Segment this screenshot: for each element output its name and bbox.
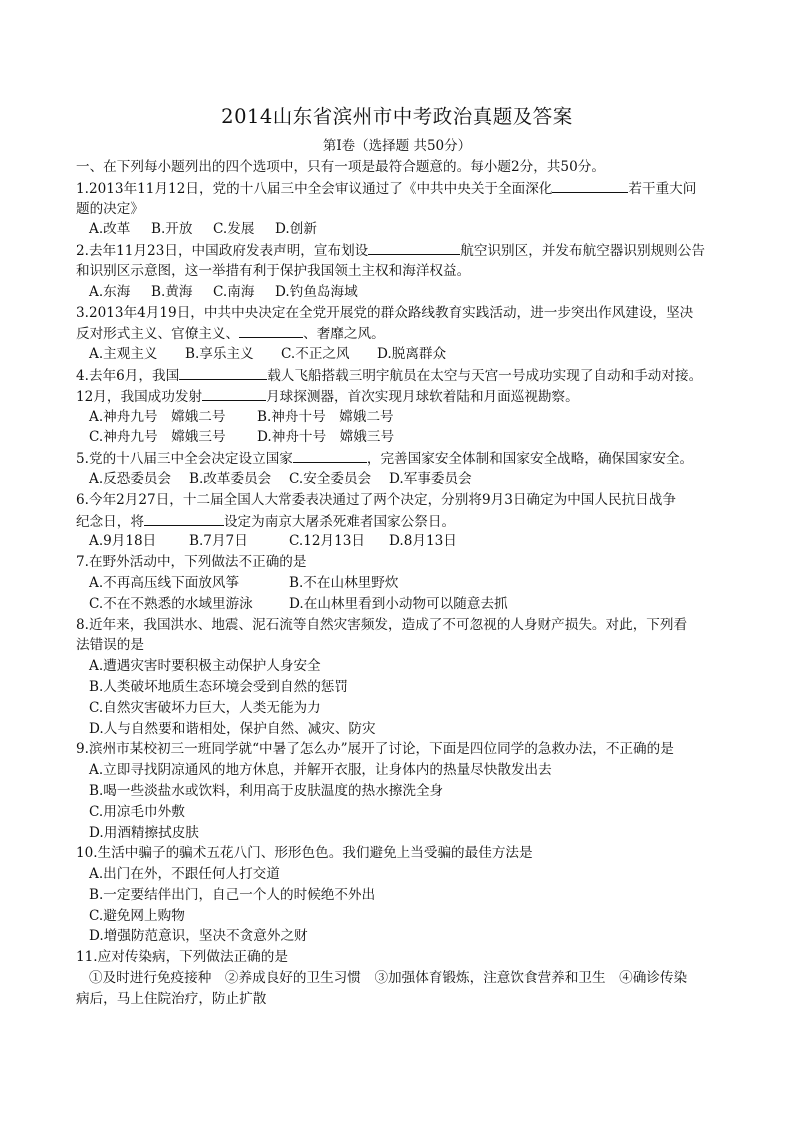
question-7-options-row1 [76, 573, 726, 594]
option-b: B.喝一些淡盐水或饮料，利用高于皮肤温度的热水擦洗全身 [89, 782, 444, 799]
answer-blank [202, 386, 266, 401]
question-5-stem [76, 448, 726, 469]
question-8-stem: 8.近年来，我国洪水、地震、泥石流等自然灾害频发，造成了不可忽视的人身财产损失。对此，下列看 [76, 616, 688, 633]
q2-text-b: 航空识别区，并发布航空器识别规则公告 [460, 243, 705, 260]
question-4-options-row2 [76, 427, 726, 448]
question-7-options-row2 [76, 594, 726, 615]
instruction: 一、在下列每小题列出的四个选项中，只有一项是最符合题意的。每小题2分，共50分。 [76, 159, 605, 175]
option-d: D.创新 [275, 221, 317, 238]
question-11-stem: 11.应对传染病，下列做法正确的是 [76, 949, 288, 966]
option-b: B.一定要结伴出门，自己一个人的时候绝不外出 [89, 886, 376, 903]
section-subtitle: 第Ⅰ卷（选择题 共50分） [322, 138, 472, 154]
option-b: B.不在山林里野炊 [289, 574, 399, 591]
option-a: A.立即寻找阴凉通风的地方休息，并解开衣服，让身体内的热量尽快散发出去 [89, 762, 552, 779]
option-d: D.人与自然要和谐相处，保护自然、减灾、防灾 [89, 720, 376, 737]
question-4-stem [76, 365, 726, 386]
question-3-stem-cont [76, 323, 726, 344]
option-d: D.脱离群众 [377, 346, 447, 363]
option-a: A.9月18日 [89, 533, 157, 550]
option-a: A.不再高压线下面放风筝 [89, 574, 240, 591]
q4-text-a: 4.去年6月，我国 [76, 367, 180, 384]
option-b: B.享乐主义 [185, 346, 254, 363]
q4-text-c: 12月，我国成功发射 [76, 388, 203, 405]
question-3-stem: 3.2013年4月19日，中共中央决定在全党开展党的群众路线教育实践活动，进一步突出作风建设，坚决 [76, 304, 694, 321]
option-d: D.军事委员会 [389, 470, 472, 487]
q5-text-b: ，完善国家安全体制和国家安全战略，确保国家安全。 [366, 451, 694, 468]
option-d: D.神舟十号 嫦娥三号 [257, 429, 395, 446]
option-c: C.南海 [213, 283, 255, 300]
option-d: D.钓鱼岛海域 [275, 283, 358, 300]
q3-text-b: 反对形式主义、官僚主义、 [76, 326, 240, 343]
question-3-options [76, 344, 726, 365]
option-b: B.黄海 [151, 283, 193, 300]
answer-blank [239, 323, 303, 338]
option-c: C.避免网上购物 [89, 907, 185, 924]
option-c: C.12月13日 [289, 533, 366, 550]
option-d: D.在山林里看到小动物可以随意去抓 [289, 595, 508, 612]
option-c: C.发展 [213, 221, 255, 238]
option-a: A.出门在外，不跟任何人打交道 [89, 866, 280, 883]
q6-text-b: 纪念日，将 [76, 513, 144, 530]
question-2-stem [76, 240, 726, 261]
question-6-options [76, 531, 726, 552]
q6-text-c: 设定为南京大屠杀死难者国家公祭日。 [223, 513, 456, 530]
q1-text-b: 若干重大问 [628, 180, 697, 197]
option-b: B.7月7日 [189, 533, 248, 550]
question-6-stem: 6.今年2月27日，十二届全国人大常委表决通过了两个决定，分别将9月3日确定为中国人民抗日战争 [76, 491, 676, 508]
question-1-stem-cont: 题的决定》 [76, 200, 144, 217]
question-2-stem-cont: 和识别区示意图，这一举措有利于保护我国领土主权和海洋权益。 [76, 262, 471, 279]
option-b: B.人类破坏地质生态环境会受到自然的惩罚 [89, 678, 348, 695]
question-list [76, 157, 726, 1010]
question-11-items-cont: 病后，马上住院治疗，防止扩散 [76, 990, 267, 1007]
option-c: C.神舟九号 嫦娥三号 [89, 429, 226, 446]
option-c: C.自然灾害破坏力巨大，人类无能为力 [89, 699, 321, 716]
option-b: B.神舟十号 嫦娥二号 [257, 408, 394, 425]
q3-text-c: 、奢靡之风。 [303, 326, 385, 343]
page-title: 2014山东省滨州市中考政治真题及答案 [221, 105, 573, 128]
question-6-stem-cont [76, 511, 726, 532]
option-d: D.8月13日 [389, 533, 457, 550]
q4-text-d: 月球探测器，首次实现月球软着陆和月面巡视勘察。 [266, 388, 579, 405]
option-c: C.不在不熟悉的水域里游泳 [89, 595, 253, 612]
question-8-stem-cont: 法错误的是 [76, 637, 144, 654]
question-4-options-row1 [76, 407, 726, 428]
option-b: B.改革委员会 [189, 470, 272, 487]
question-9-stem: 9.滨州市某校初三一班同学就“中暑了怎么办”展开了讨论，下面是四位同学的急救办法，不正确的是 [76, 741, 674, 758]
question-7-stem: 7.在野外活动中，下列做法不正确的是 [76, 554, 307, 571]
option-a: A.改革 [89, 221, 131, 238]
question-5-options [76, 469, 726, 490]
question-11-items: ①及时进行免疫接种 ②养成良好的卫生习惯 ③加强体育锻炼，注意饮食营养和卫生 ④确诊传染 [89, 970, 688, 987]
question-1-stem [76, 178, 726, 199]
option-c: C.安全委员会 [289, 470, 372, 487]
answer-blank [293, 448, 367, 463]
answer-blank [144, 511, 224, 526]
option-a: A.神舟九号 嫦娥二号 [89, 408, 226, 425]
q5-text-a: 5.党的十八届三中全会决定设立国家 [76, 451, 293, 468]
question-4-stem-cont [76, 386, 726, 407]
question-1-options [76, 219, 726, 240]
option-a: A.反恐委员会 [89, 470, 172, 487]
option-c: C.不正之风 [281, 346, 350, 363]
option-a: A.东海 [89, 283, 131, 300]
answer-blank [179, 365, 267, 380]
q1-text-a: 1.2013年11月12日，党的十八届三中全会审议通过了《中共中央关于全面深化 [76, 180, 553, 197]
question-10-stem: 10.生活中骗子的骗术五花八门、形形色色。我们避免上当受骗的最佳方法是 [76, 845, 533, 862]
answer-blank [552, 178, 628, 193]
option-d: D.用酒精擦拭皮肤 [89, 824, 199, 841]
answer-blank [368, 240, 460, 255]
q4-text-b: 载人飞船搭载三明宇航员在太空与天宫一号成功实现了自动和手动对接。 [267, 367, 703, 384]
option-b: B.开放 [151, 221, 193, 238]
option-a: A.遭遇灾害时要积极主动保护人身安全 [89, 658, 321, 675]
q2-text-a: 2.去年11月23日，中国政府发表声明，宣布划设 [76, 243, 369, 260]
question-2-options [76, 282, 726, 303]
option-d: D.增强防范意识，坚决不贪意外之财 [89, 928, 308, 945]
option-c: C.用凉毛巾外敷 [89, 803, 185, 820]
option-a: A.主观主义 [89, 346, 158, 363]
